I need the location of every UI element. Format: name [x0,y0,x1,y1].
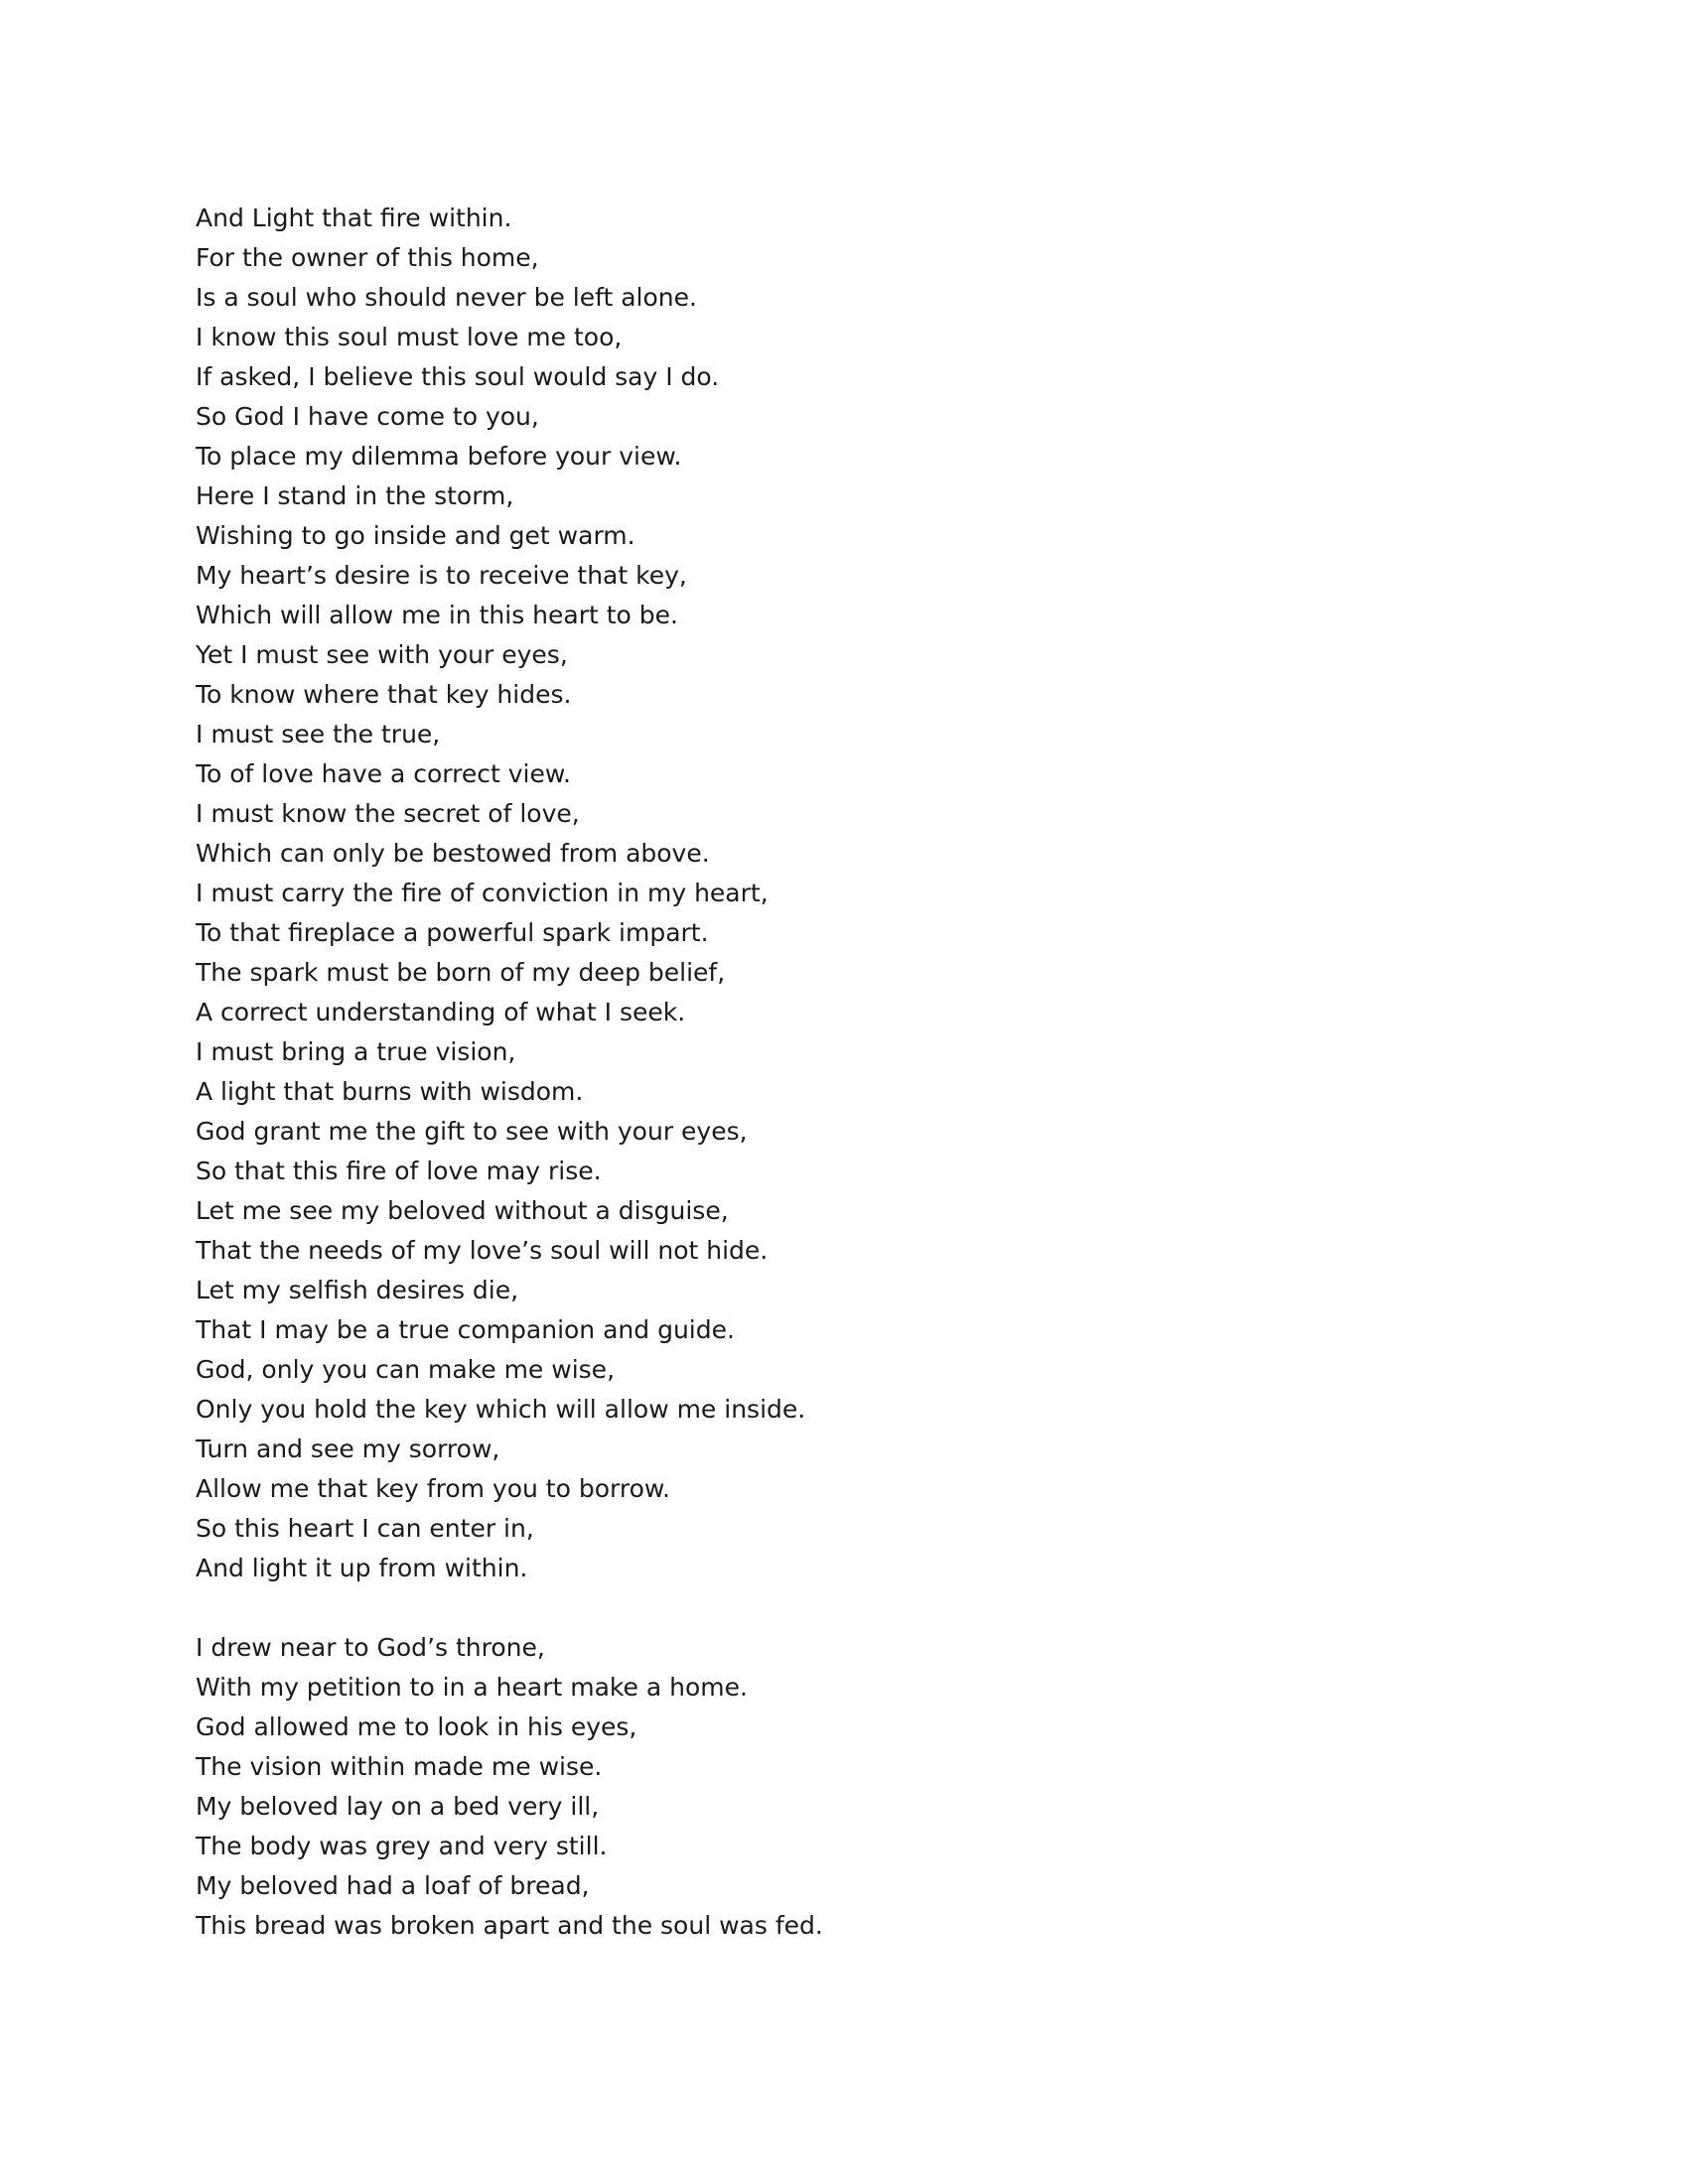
stanza-1 [196,199,1486,1588]
poem-line: To place my dilemma before your view. [196,442,682,471]
poem-line: The spark must be born of my deep belief, [196,958,726,987]
poem-line: God, only you can make me wise, [196,1355,616,1384]
poem-line: With my petition to in a heart make a home. [196,1673,748,1702]
poem-line: Here I stand in the storm, [196,481,514,510]
poem-line: God grant me the gift to see with your eyes, [196,1117,748,1146]
poem-line: If asked, I believe this soul would say I do. [196,362,720,391]
stanza-2 [196,1628,1486,1946]
poem-line: A light that burns with wisdom. [196,1077,584,1106]
poem-text [196,199,1486,1946]
poem-line: A correct understanding of what I seek. [196,998,686,1026]
poem-line: For the owner of this home, [196,243,539,272]
poem-line: Yet I must see with your eyes, [196,640,568,669]
poem-line: I must bring a true vision, [196,1037,516,1066]
poem-line: To that fireplace a powerful spark impart. [196,918,709,947]
poem-line: The body was grey and very still. [196,1832,608,1860]
poem-line: My heart’s desire is to receive that key, [196,561,687,590]
poem-line: I must carry the fire of conviction in my heart, [196,879,769,907]
poem-line: Which will allow me in this heart to be. [196,601,678,629]
poem-line: Let me see my beloved without a disguise, [196,1196,729,1225]
poem-line: I drew near to God’s throne, [196,1633,545,1662]
poem-line: Allow me that key from you to borrow. [196,1474,670,1503]
poem-line: I know this soul must love me too, [196,323,623,351]
poem-line: That the needs of my love’s soul will not hide. [196,1236,769,1265]
poem-line: And light it up from within. [196,1554,528,1582]
poem-line: My beloved had a loaf of bread, [196,1871,590,1900]
poem-line: So God I have come to you, [196,402,539,431]
poem-line: So this heart I can enter in, [196,1514,534,1543]
poem-line: I must see the true, [196,720,441,749]
poem-line: Let my selfish desires die, [196,1276,519,1304]
poem-line: The vision within made me wise. [196,1752,603,1781]
poem-line: And Light that fire within. [196,204,512,232]
poem-line: To know where that key hides. [196,680,572,709]
poem-line: That I may be a true companion and guide. [196,1315,735,1344]
poem-line: Is a soul who should never be left alone. [196,283,697,312]
poem-line: My beloved lay on a bed very ill, [196,1792,600,1821]
poem-line: Turn and see my sorrow, [196,1434,500,1463]
poem-line: Only you hold the key which will allow me inside. [196,1395,806,1424]
poem-line: Which can only be bestowed from above. [196,839,710,868]
poem-line: God allowed me to look in his eyes, [196,1712,637,1741]
poem-line: Wishing to go inside and get warm. [196,521,635,550]
poem-line: So that this fire of love may rise. [196,1157,602,1185]
poem-line: This bread was broken apart and the soul was fed. [196,1911,823,1940]
poem-line: To of love have a correct view. [196,759,571,788]
poem-line: I must know the secret of love, [196,799,580,828]
